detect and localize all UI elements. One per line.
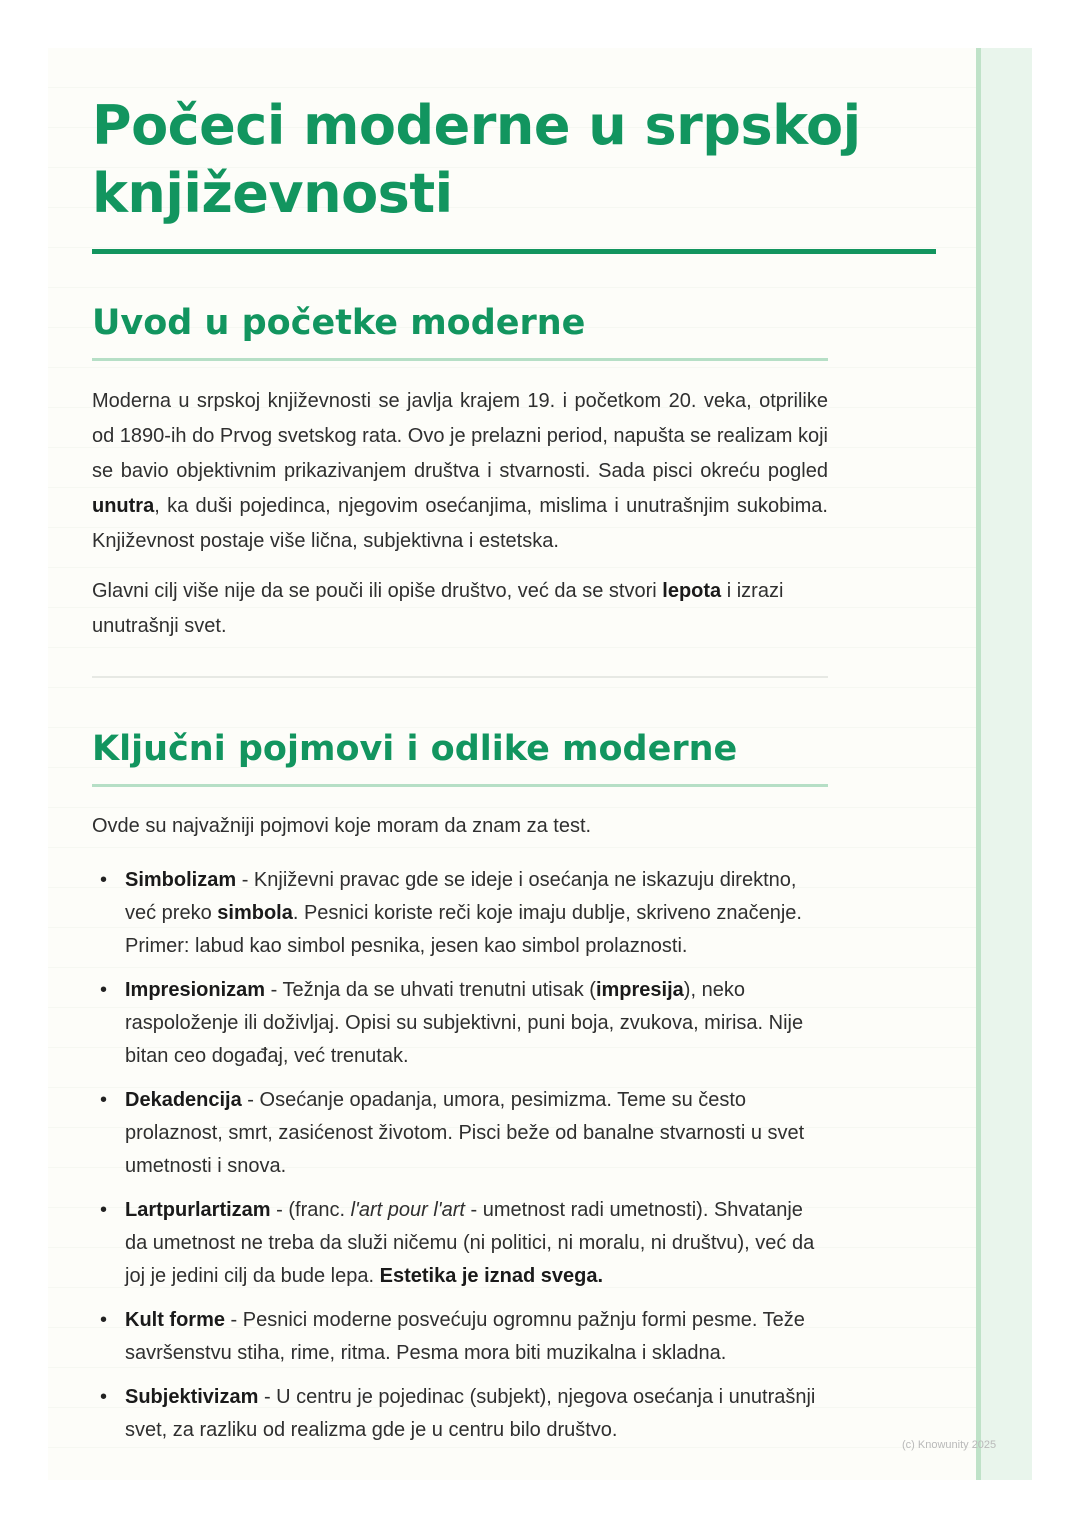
bold-term: impresija [595, 979, 684, 1001]
bullet-icon: • [100, 1309, 108, 1331]
term-name: Lartpurlartizam [125, 1199, 271, 1221]
list-item [100, 974, 828, 1073]
term-name: Simbolizam [125, 869, 237, 891]
terms-list [92, 864, 828, 1447]
text-run: i izrazi unutrašnji svet. [92, 580, 784, 637]
terms-intro: Ovde su najvažniji pojmovi koje moram da znam za test. [92, 815, 592, 837]
text-run: - U centru je pojedinac (subjekt), njegova osećanja i unutrašnji svet, za razliku od realizma gde je u centru bilo društvo. [125, 1386, 816, 1441]
section-divider [92, 676, 828, 678]
text-run: - Težnja da se uhvati trenutni utisak ( [265, 979, 596, 1001]
text-run: ), neko raspoloženje ili doživljaj. Opisi su subjektivni, puni boja, zvukova, mirisa. Nije bitan ceo događaj, već trenutak. [125, 979, 804, 1067]
text-run: - umetnost radi umetnosti). Shvatanje da umetnost ne treba da služi ničemu (ni politici, ni moralu, ni društvu), već da joj je jedini cilj da bude lepa. [125, 1199, 815, 1287]
section-heading-intro: Uvod u početke moderne [92, 298, 828, 361]
bullet-icon: • [100, 1386, 108, 1408]
italic-phrase: l'art pour l'art [350, 1199, 465, 1221]
term-name: Subjektivizam [125, 1386, 259, 1408]
watermark: (c) Knowunity 2025 [902, 1439, 997, 1451]
text-run: . Pesnici koriste reči koje imaju dublje, skriveno značenje. Primer: labud kao simbol pesnika, jesen kao simbol prolaznosti. [125, 902, 802, 957]
text-run: - Pesnici moderne posvećuju ogromnu pažnju formi pesme. Teže savršenstvu stiha, rime, ritma. Pesma mora biti muzikalna i skladna. [125, 1309, 805, 1364]
text-run: - Osećanje opadanja, umora, pesimizma. Teme su često prolaznost, smrt, zasićenost životom. Pisci beže od banalne stvarnosti u svet umetnosti i snova. [125, 1089, 805, 1177]
content [92, 298, 828, 1458]
intro-paragraph [92, 384, 828, 559]
bullet-icon: • [100, 979, 108, 1001]
term-name: Impresionizam [125, 979, 266, 1001]
term-name: Kult forme [125, 1309, 225, 1331]
bold-term: simbola [217, 902, 293, 924]
list-item [100, 1084, 828, 1183]
list-item [100, 1304, 828, 1370]
list-item [100, 864, 828, 963]
text-run: Glavni cilj više nije da se pouči ili opiše društvo, već da se stvori [92, 580, 663, 602]
goal-paragraph [92, 574, 828, 644]
text-run: , ka duši pojedinca, njegovim osećanjima, mislima i unutrašnjim sukobima. Književnost postaje više lična, subjektivna i estetska. [92, 495, 828, 552]
term-name: Dekadencija [125, 1089, 242, 1111]
side-rail [976, 48, 1032, 1480]
bullet-icon: • [100, 869, 108, 891]
text-run: - (franc. [270, 1199, 351, 1221]
bold-term: Estetika je iznad svega. [379, 1265, 604, 1287]
list-item [100, 1381, 828, 1447]
list-item [100, 1194, 828, 1293]
title-underline [92, 249, 936, 254]
bold-term: unutra [92, 495, 155, 517]
section-heading-terms: Ključni pojmovi i odlike moderne [92, 724, 828, 787]
bold-term: lepota [662, 580, 722, 602]
document-page [48, 48, 976, 1480]
bullet-icon: • [100, 1199, 108, 1221]
bullet-icon: • [100, 1089, 108, 1111]
text-run: Moderna u srpskoj književnosti se javlja krajem 19. i početkom 20. veka, otprilike od 1890-ih do Prvog svetskog rata. Ovo je prelazni period, napušta se realizam koji se bavio objektivnim prikazivanjem društva i stvarnosti. Sada pisci okreću pogled [92, 390, 828, 482]
text-run: - Književni pravac gde se ideje i osećanja ne iskazuju direktno, već preko [125, 869, 797, 924]
page-title: Počeci moderne u srpskoj književnosti [92, 94, 861, 225]
